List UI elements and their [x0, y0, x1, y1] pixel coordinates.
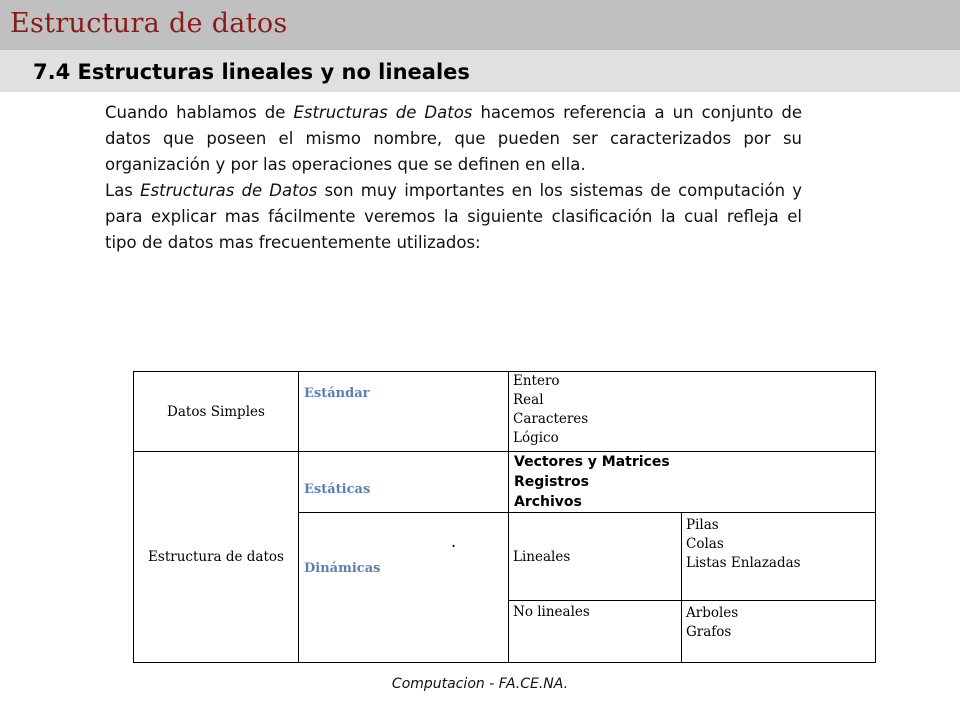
body-text	[105, 100, 802, 256]
p2-text-a: Las	[105, 181, 141, 200]
cell-dinamicas: Dinámicas	[299, 513, 509, 663]
p2-text-b: son muy importantes en los sistemas de computación y para explicar mas fácilmente veremos la siguiente clasificación la cual refleja el tipo de datos mas frecuentemente utilizados:	[105, 181, 802, 252]
stray-dot: .	[451, 532, 457, 551]
cell-estaticas: Estáticas	[299, 452, 509, 513]
list-item: Listas Enlazadas	[686, 555, 801, 571]
cell-datos-simples: Datos Simples	[134, 372, 299, 452]
slide-title: Estructura de datos	[10, 8, 288, 39]
list-item: Registros	[514, 474, 589, 490]
cell-lineales: Lineales	[509, 513, 682, 601]
p2-emphasis: Estructuras de Datos	[140, 181, 318, 200]
paragraph-1	[105, 100, 802, 178]
list-item: Arboles	[686, 605, 739, 621]
list-item: Pilas	[686, 517, 719, 533]
list-item: Entero	[513, 373, 560, 389]
cell-estandar-items	[509, 372, 876, 452]
cell-no-lineales: No lineales	[509, 601, 682, 663]
paragraph-2	[105, 178, 802, 256]
cell-lineales-items	[682, 513, 876, 601]
list-item: Caracteres	[513, 411, 589, 427]
cell-no-lineales-items	[682, 601, 876, 663]
list-item: Lógico	[513, 430, 559, 446]
list-item: Archivos	[514, 494, 582, 510]
p1-emphasis: Estructuras de Datos	[293, 103, 473, 122]
cell-estandar: Estándar	[299, 372, 509, 452]
cell-estaticas-items	[509, 452, 876, 513]
table-row-simple	[134, 372, 876, 452]
p1-text-b: hacemos referencia a un conjunto de datos que poseen el mismo nombre, que pueden ser caracterizados por su organización y por las operaciones que se definen en ella.	[105, 103, 802, 174]
list-item: Vectores y Matrices	[514, 454, 670, 470]
table-row-estaticas	[134, 452, 876, 513]
cell-estructura-de-datos: Estructura de datos	[134, 452, 299, 663]
list-item: Grafos	[686, 624, 732, 640]
list-item: Real	[513, 392, 544, 408]
slide-subtitle: 7.4 Estructuras lineales y no lineales	[33, 60, 470, 84]
footer-text: Computacion - FA.CE.NA.	[391, 676, 569, 692]
list-item: Colas	[686, 536, 724, 552]
classification-table	[133, 371, 876, 663]
p1-text-a: Cuando hablamos de	[105, 103, 294, 122]
